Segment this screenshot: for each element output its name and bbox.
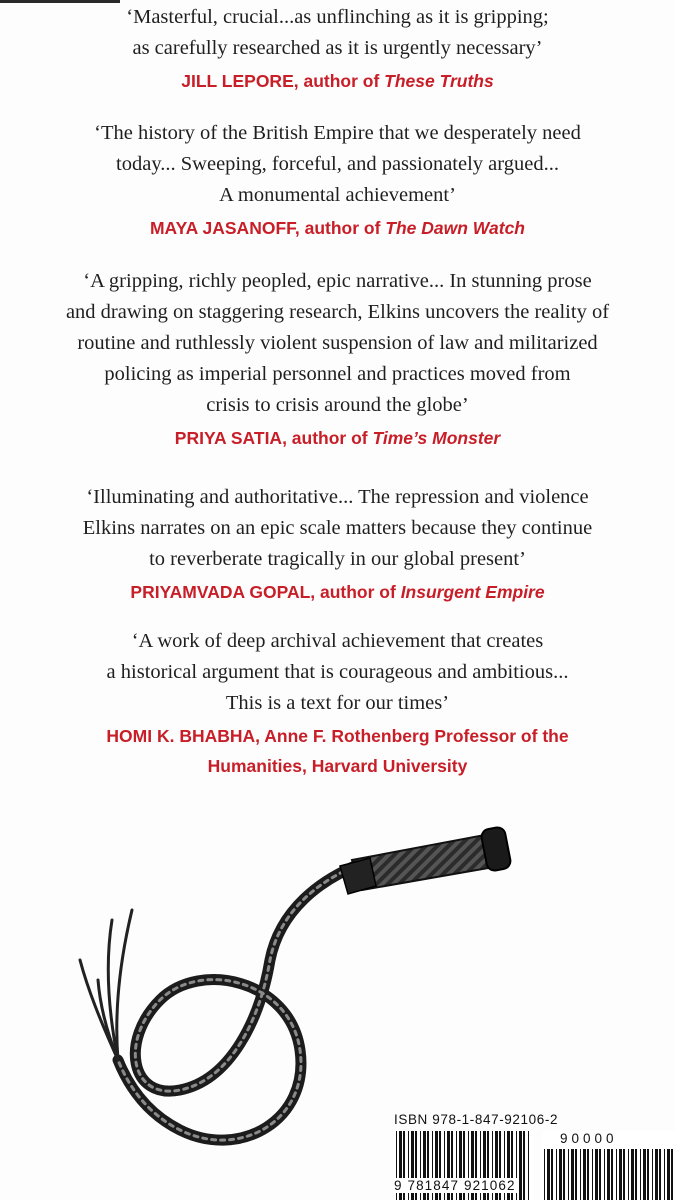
barcode-bar [643, 1149, 646, 1200]
quote-line: to reverberate tragically in our global present’ [149, 548, 526, 570]
quote-line: as carefully researched as it is urgently necessary’ [132, 37, 543, 59]
barcode-bar [619, 1149, 622, 1200]
barcode-bar [652, 1149, 653, 1200]
barcode-bar [640, 1149, 641, 1200]
whip-tassel [80, 910, 132, 1060]
review-lepore [0, 2, 675, 96]
barcode-bar [659, 1149, 661, 1200]
attribution-work: Insurgent Empire [400, 582, 545, 602]
review-attribution [0, 66, 675, 96]
attribution-name: MAYA JASANOFF, author of [149, 218, 386, 238]
barcode-bar [559, 1149, 562, 1200]
review-quote [0, 626, 675, 719]
barcode-bar [635, 1149, 637, 1200]
barcode-bar [599, 1149, 601, 1200]
review-jasanoff [0, 118, 675, 243]
attribution-line: Humanities, Harvard University [207, 756, 468, 776]
review-quote [0, 2, 675, 64]
barcode-addon-digits: 90000 [560, 1131, 618, 1146]
barcode-bar [611, 1149, 613, 1200]
barcode-bar [551, 1149, 553, 1200]
barcode-bar [595, 1149, 598, 1200]
attribution-work: The Dawn Watch [385, 218, 525, 238]
barcode-bar [628, 1149, 629, 1200]
barcode-bar [647, 1149, 649, 1200]
quote-line: and drawing on staggering research, Elkins uncovers the reality of [65, 301, 610, 323]
review-attribution [0, 577, 675, 607]
barcode-bar [568, 1149, 569, 1200]
barcode-bar [544, 1149, 545, 1200]
isbn-label: ISBN 978-1-847-92106-2 [394, 1112, 559, 1127]
barcode-bar [592, 1149, 593, 1200]
review-bhabha [0, 626, 675, 781]
attribution-name: JILL LEPORE, author of [181, 71, 385, 91]
barcode-bar [604, 1149, 605, 1200]
whip-handle [340, 826, 512, 894]
review-gopal [0, 482, 675, 607]
attribution-line: HOMI K. BHABHA, Anne F. Rothenberg Professor of the [106, 726, 569, 746]
barcode-bar [563, 1149, 565, 1200]
review-attribution [0, 721, 675, 781]
review-quote [0, 482, 675, 575]
attribution-name: PRIYA SATIA, author of [174, 428, 373, 448]
barcode-bar [580, 1149, 581, 1200]
barcode-bar [583, 1149, 586, 1200]
quote-line: This is a text for our times’ [225, 692, 450, 714]
barcode-bar [587, 1149, 589, 1200]
quote-line: ‘The history of the British Empire that we desperately need [94, 122, 581, 144]
quote-line: today... Sweeping, forceful, and passionately argued... [116, 153, 559, 175]
quote-line: crisis to crisis around the globe’ [206, 394, 469, 416]
quote-line: routine and ruthlessly violent suspension of law and militarized [77, 332, 598, 354]
whip-thong [118, 864, 360, 1140]
barcode-digits: 9 781847 921062 [394, 1178, 516, 1193]
review-attribution [0, 423, 675, 453]
review-quote [0, 118, 675, 211]
barcode-bar [616, 1149, 617, 1200]
review-attribution [0, 213, 675, 243]
barcode-bar [547, 1149, 550, 1200]
barcode-bar [623, 1149, 625, 1200]
quote-line: policing as imperial personnel and practices moved from [104, 363, 571, 385]
quote-line: ‘A gripping, richly peopled, epic narrative... In stunning prose [83, 270, 592, 292]
barcode-bar [655, 1149, 658, 1200]
attribution-name: PRIYAMVADA GOPAL, author of [130, 582, 401, 602]
barcode-bar [671, 1149, 673, 1200]
quote-line: A monumental achievement’ [219, 184, 456, 206]
barcode-bar [556, 1149, 557, 1200]
attribution-work: Time’s Monster [372, 428, 501, 448]
barcode-bar [667, 1149, 670, 1200]
attribution-work: These Truths [384, 71, 494, 91]
barcode-bar [523, 1131, 525, 1200]
review-quote [0, 266, 675, 421]
review-satia [0, 266, 675, 453]
barcode-bar [571, 1149, 574, 1200]
quote-line: a historical argument that is courageous and ambitious... [106, 661, 569, 683]
tassel-strand [117, 910, 132, 1060]
quote-line: Elkins narrates on an epic scale matters because they continue [82, 517, 593, 539]
quote-line: ‘Illuminating and authoritative... The repression and violence [86, 486, 589, 508]
barcode-bar [519, 1131, 522, 1200]
barcode-bar [664, 1149, 665, 1200]
quote-line: ‘Masterful, crucial...as unflinching as it is gripping; [126, 6, 549, 28]
barcode-bar [631, 1149, 634, 1200]
quote-line: ‘A work of deep archival achievement that creates [131, 630, 544, 652]
barcode-bar [575, 1149, 577, 1200]
barcode-bar [528, 1131, 529, 1200]
barcode-bar [607, 1149, 610, 1200]
